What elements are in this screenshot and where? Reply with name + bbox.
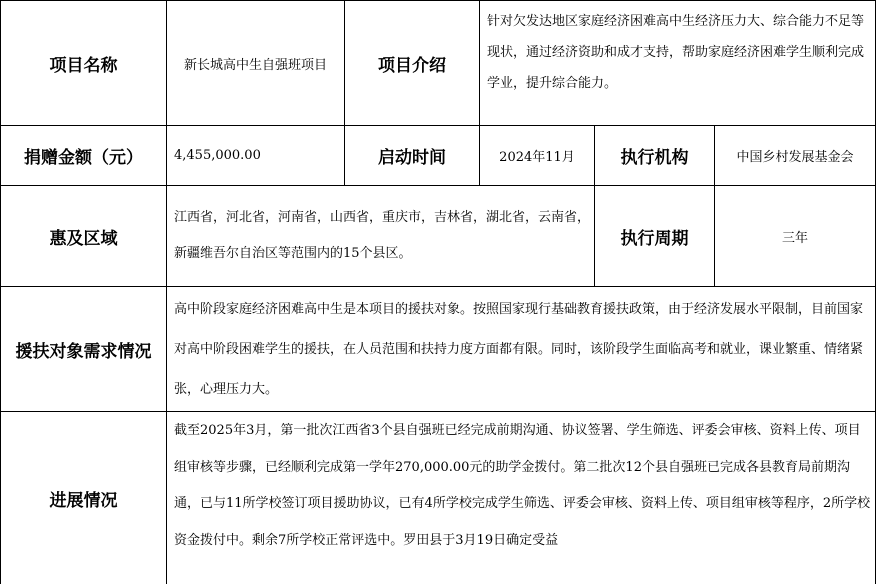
donation-amount-value: 4,455,000.00 [167,126,345,186]
beneficiary-needs-value: 高中阶段家庭经济困难高中生是本项目的援扶对象。按照国家现行基础教育援扶政策，由于经济发展水平限制，目前国家对高中阶段困难学生的援扶，在人员范围和扶持力度方面都有限。同时，该阶段学生面临高考和就业，课业繁重、情绪紧张，心理压力大。 [167,287,876,412]
project-intro-label: 项目介绍 [345,0,480,126]
project-name-value: 新长城高中生自强班项目 [167,0,345,126]
start-time-value: 2024年11月 [480,126,595,186]
executing-org-label: 执行机构 [595,126,715,186]
progress-label: 进展情况 [0,412,167,584]
progress-value: 截至2025年3月，第一批次江西省3个县自强班已经完成前期沟通、协议签署、学生筛选、评委会审核、资料上传、项目组审核等步骤，已经顺利完成第一学年270,000.00元的助学金拨付。第二批次12个县自强班已完成各县教育局前期沟通，已与11所学校签订项目援助协议，已有4所学校完成学生筛选、评委会审核、资料上传、项目组审核等程序，2所学校资金拨付中。剩余7所学校正常评选中。罗田县于3月19日确定受益 [167,412,876,584]
benefit-region-label: 惠及区域 [0,186,167,287]
start-time-label: 启动时间 [345,126,480,186]
execution-period-value: 三年 [715,186,876,287]
project-name-label: 项目名称 [0,0,167,126]
executing-org-value: 中国乡村发展基金会 [715,126,876,186]
execution-period-label: 执行周期 [595,186,715,287]
beneficiary-needs-label: 援扶对象需求情况 [0,287,167,412]
project-intro-value: 针对欠发达地区家庭经济困难高中生经济压力大、综合能力不足等现状，通过经济资助和成才支持，帮助家庭经济困难学生顺利完成学业，提升综合能力。 [480,0,876,126]
benefit-region-value: 江西省，河北省，河南省，山西省，重庆市，吉林省，湖北省，云南省，新疆维吾尔自治区等范围内的15个县区。 [167,186,595,287]
donation-amount-label: 捐赠金额（元） [0,126,167,186]
